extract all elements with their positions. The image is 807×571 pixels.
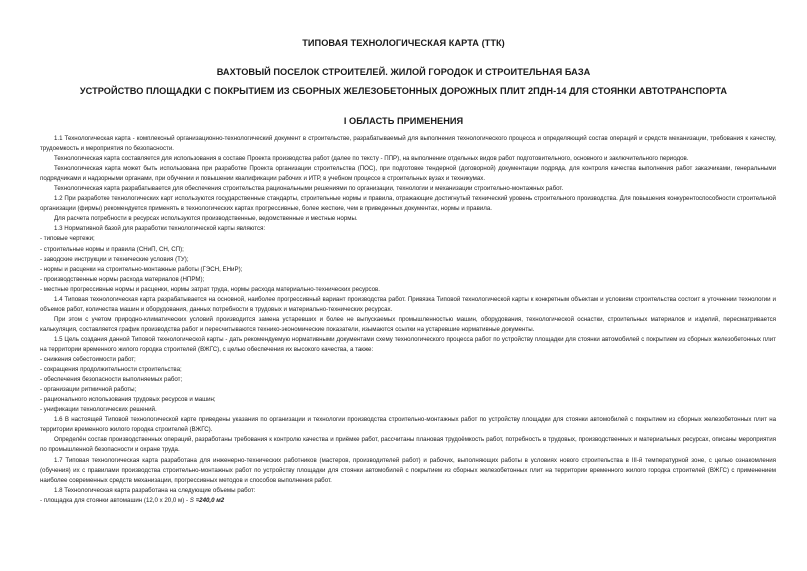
- document-heading: УСТРОЙСТВО ПЛОЩАДКИ С ПОКРЫТИЕМ ИЗ СБОРНЫХ ЖЕЛЕЗОБЕТОННЫХ ДОРОЖНЫХ ПЛИТ 2ПДН-14 ДЛЯ СТОЯНКИ АВТОТРАНСПОРТА: [79, 86, 728, 96]
- paragraph-1-8: 1.8 Технологическая карта разработана на следующие объемы работ:: [54, 486, 256, 494]
- paragraph-1-6: 1.6 В настоящей Типовой технологической карте приведены указания по организации и технологии производства строительно-монтажных работ по устройству площадки для стоянки автомобилей с покрытием из сборных железобетонных плит на территории временного жилого городка строителей (ВЖГС).: [40, 416, 776, 434]
- list-item: - рационального использования трудовых ресурсов и машин;: [40, 396, 216, 404]
- list-item: - заводские инструкции и технические условия (ТУ);: [40, 255, 189, 263]
- list-item: - организации ритмичной работы;: [40, 386, 137, 394]
- paragraph-1-4: 1.4 Типовая технологическая карта разрабатывается на основной, наиболее прогрессивный вариант производства работ. Привязка Типовой технологической карты к конкретным объектам и условиям строительства состоит в уточнении технологии и объемов работ, количества машин и оборудования, данных потребности в трудовых и материально-технических ресурсах.: [40, 295, 776, 313]
- document-title: ТИПОВАЯ ТЕХНОЛОГИЧЕСКАЯ КАРТА (ТТК): [302, 38, 505, 48]
- paragraph-1-3: 1.3 Нормативной базой для разработки технологической карты являются:: [54, 225, 266, 233]
- section-title: I ОБЛАСТЬ ПРИМЕНЕНИЯ: [343, 116, 464, 126]
- list-item: - снижения себестоимости работ;: [40, 356, 136, 364]
- list-item: - нормы и расценки на строительно-монтажные работы (ГЭСН, ЕНиР);: [40, 265, 243, 273]
- list-item: - сокращения продолжительности строительства;: [40, 366, 182, 374]
- document-body: [40, 134, 776, 506]
- paragraph: Для расчета потребности в ресурсах используются производственные, ведомственные и местные нормы.: [54, 215, 358, 223]
- list-item: - строительные нормы и правила (СНиП, СН, СП);: [40, 245, 184, 253]
- paragraph-1-1: 1.1 Технологическая карта - комплексный организационно-технологический документ в строительстве, разрабатываемый для выполнения технологического процесса и определяющий состав операций и средств механизации, требования к качеству, трудоемкость и мероприятия по безопасности.: [40, 135, 776, 153]
- list-item: - местные прогрессивные нормы и расценки, нормы затрат труда, нормы расхода материально-технических ресурсов.: [40, 285, 381, 293]
- volume-line-text: - площадка для стоянки автомашин (12,0 х 20,0 м) -: [40, 496, 190, 504]
- paragraph-1-2: 1.2 При разработке технологических карт используются государственные стандарты, строительные нормы и правила, отражающие достигнутый технический уровень строительного производства. Для повышения конкурентоспособности строительной организации (фирмы) рекомендуется применять в технологических картах прогрессивные, более жесткие, чем в приведенных документах, нормы и правила.: [40, 195, 776, 213]
- volume-line: [40, 496, 776, 506]
- paragraph: Технологическая карта составляется для использования в составе Проекта производства работ (далее по тексту - ППР), на выполнение отдельных видов работ подготовительного, основного и заключительного периодов.: [54, 155, 689, 163]
- paragraph: Технологическая карта разрабатывается для обеспечения строительства рациональными решениями по организации, технологии и механизации строительно-монтажных работ.: [54, 185, 564, 193]
- list-item: - типовые чертежи;: [40, 235, 95, 243]
- area-value: =240,0 м2: [195, 496, 225, 504]
- document-subtitle: ВАХТОВЫЙ ПОСЕЛОК СТРОИТЕЛЕЙ. ЖИЛОЙ ГОРОДОК И СТРОИТЕЛЬНАЯ БАЗА: [216, 67, 591, 77]
- paragraph: Технологическая карта может быть использована при разработке Проекта организации строительства (ПОС), при подготовке тендерной (договорной) документации подряда, для контроля качества выполнения работ заказчиками, генеральными подрядчиками и надзорными органами, при обучении и повышении квалификации рабочих и ИТР, в учебном процессе в строительных вузах и техникумах.: [40, 165, 776, 183]
- list-item: - производственные нормы расхода материалов (НПРМ);: [40, 275, 205, 283]
- list-item: - обеспечения безопасности выполняемых работ;: [40, 376, 183, 384]
- paragraph: При этом с учетом природно-климатических условий производится замена устаревших и более не выпускаемых промышленностью машин, оборудования, технологической оснастки, строительных материалов и изделий, пересматривается калькуляция, составляется график производства работ и пересчитываются технико-экономические показатели, изымаются ссылки на устаревшие нормативные документы.: [40, 315, 776, 333]
- paragraph-1-7: 1.7 Типовая технологическая карта разработана для инженерно-технических работников (мастеров, производителей работ) и рабочих, выполняющих работы в условиях нового строительства в III-й температурной зоне, с целью ознакомления (обучения) их с правилами производства строительно-монтажных работ по устройству площадки для стоянки автомобилей с покрытием из сборных железобетонных плит на территории временного жилого городка строителей (ВЖГС) с применением наиболее современных средств механизации, прогрессивных методов и способов выполнения работ.: [40, 456, 776, 484]
- area-symbol: S: [189, 496, 194, 504]
- paragraph-1-5: 1.5 Цель создания данной Типовой технологической карты - дать рекомендуемую нормативными документами схему технологического процесса работ по устройству площадки для стоянки автомобилей с покрытием из сборных железобетонных плит на территории временного жилого городка строителей (ВЖГС), с целью обеспечения их высокого качества, а также:: [40, 335, 776, 353]
- list-item: - унификации технологических решений.: [40, 406, 157, 414]
- paragraph: Определён состав производственных операций, разработаны требования к контролю качества и приёмке работ, рассчитаны плановая трудоёмкость работ, потребность в трудовых, производственных и материальных ресурсах, описаны мероприятия по промышленной безопасности и охране труда.: [40, 436, 776, 454]
